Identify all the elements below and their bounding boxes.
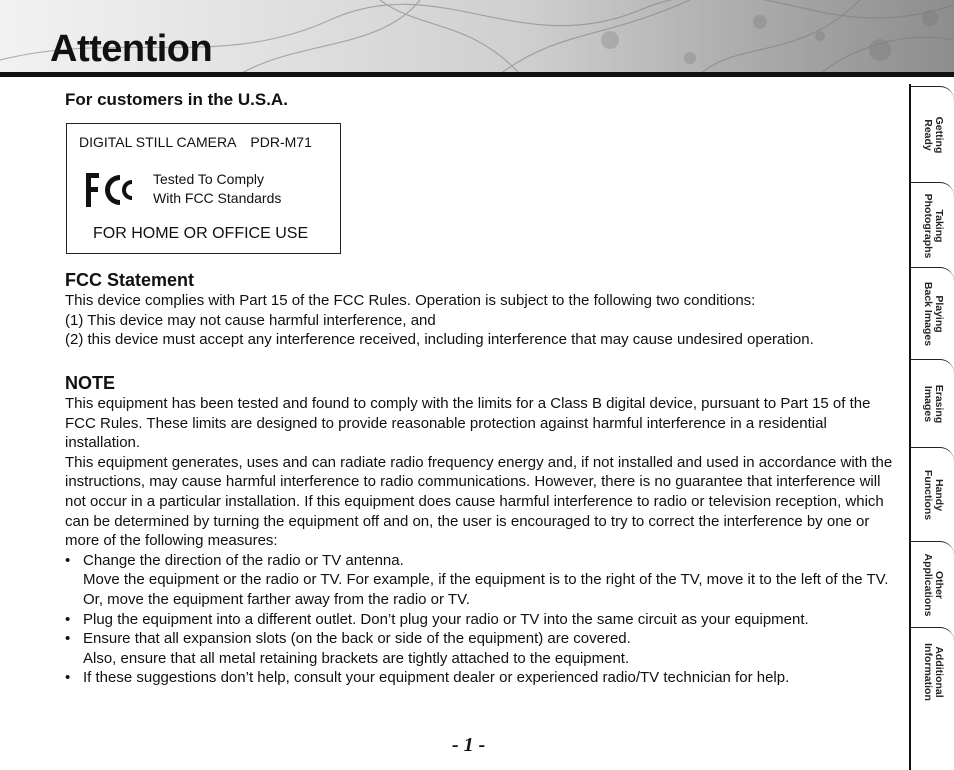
note-paragraph-2: This equipment generates, uses and can radiate radio frequency energy and, if not installed and used in accordance with the instructions, may cause harmful interference to radio communications. However, there is no guarantee that interference will not occur in a particular installation. If this equipment does cause harmful interference to radio or television reception, which can be determined by turning the equipment off and on, the user is encouraged to try to correct the interference by one or more of the following measures: [65, 453, 893, 550]
list-item-line: If these suggestions don’t help, consult your equipment dealer or experienced radio/TV technician for help. [83, 669, 790, 687]
tested-text [153, 170, 281, 208]
tab-label: Getting Ready [921, 116, 945, 154]
tab-erasing-images[interactable] [911, 359, 954, 448]
device-name: DIGITAL STILL CAMERA [79, 134, 237, 150]
tab-taking-photographs[interactable] [911, 182, 954, 268]
bullet-icon: • [65, 551, 71, 569]
fcc-line: (1) This device may not cause harmful interference, and [65, 311, 436, 329]
tab-label: Additional Information [921, 643, 945, 701]
model-number: PDR-M71 [250, 134, 312, 150]
fcc-line: This device complies with Part 15 of the FCC Rules. Operation is subject to the following two conditions: [65, 292, 756, 309]
measures-list [65, 551, 895, 688]
fcc-statement-section [65, 269, 895, 350]
tab-label: Taking Photographs [921, 193, 945, 258]
fcc-label [66, 123, 341, 254]
note-heading: NOTE [65, 373, 116, 393]
note-paragraph-1: This equipment has been tested and found to comply with the limits for a Class B digital device, pursuant to Part 15 of the FCC Rules. These limits are designed to provide reasonable protection against harmful interference in a residential installation. [65, 395, 871, 452]
tab-playing-back-images[interactable] [911, 267, 954, 360]
list-item-line: Also, ensure that all metal retaining brackets are tightly attached to the equipment. [83, 649, 630, 667]
usa-section [65, 90, 895, 110]
bullet-icon: • [65, 630, 71, 648]
note-section [65, 372, 895, 688]
fcc-heading: FCC Statement [65, 270, 195, 290]
page-title: Attention [50, 28, 213, 70]
page-number: - 1 - [452, 734, 486, 756]
list-item-line: Or, move the equipment farther away from the radio or TV. [83, 590, 470, 608]
bullet-icon: • [65, 610, 71, 628]
list-item [65, 610, 895, 630]
tab-label: Playing Back Images [921, 281, 945, 347]
tested-line-1: Tested To Comply [153, 171, 265, 187]
list-item [65, 629, 895, 668]
tab-getting-ready[interactable] [911, 86, 954, 183]
list-item-line: Plug the equipment into a different outlet. Don’t plug your radio or TV into the same circuit as your equipment. [83, 610, 809, 628]
list-item-line: Ensure that all expansion slots (on the back or side of the equipment) are covered. [83, 630, 631, 648]
usa-heading: For customers in the U.S.A. [65, 90, 288, 109]
use-text: FOR HOME OR OFFICE USE [93, 225, 309, 242]
list-item-line: Change the direction of the radio or TV antenna. [83, 551, 404, 569]
fcc-line: (2) this device must accept any interference received, including interference that may cause undesired operation. [65, 331, 814, 349]
bullet-icon: • [65, 669, 71, 687]
header-banner [0, 0, 954, 74]
tab-label: Handy Functions [921, 469, 945, 521]
list-item [65, 551, 895, 610]
header-rule [0, 72, 954, 77]
tested-line-2: With FCC Standards [153, 190, 282, 206]
list-item [65, 668, 895, 688]
model-line [79, 134, 326, 150]
tab-additional-information[interactable] [911, 627, 954, 716]
tab-handy-functions[interactable] [911, 447, 954, 542]
tab-label: Erasing Images [921, 384, 945, 424]
fcc-logo-icon [83, 170, 135, 210]
tab-label: Other Applications [921, 553, 945, 617]
list-item-line: Move the equipment or the radio or TV. For example, if the equipment is to the right of the TV, move it to the left of the TV. [83, 571, 889, 589]
tab-other-applications[interactable] [911, 541, 954, 628]
